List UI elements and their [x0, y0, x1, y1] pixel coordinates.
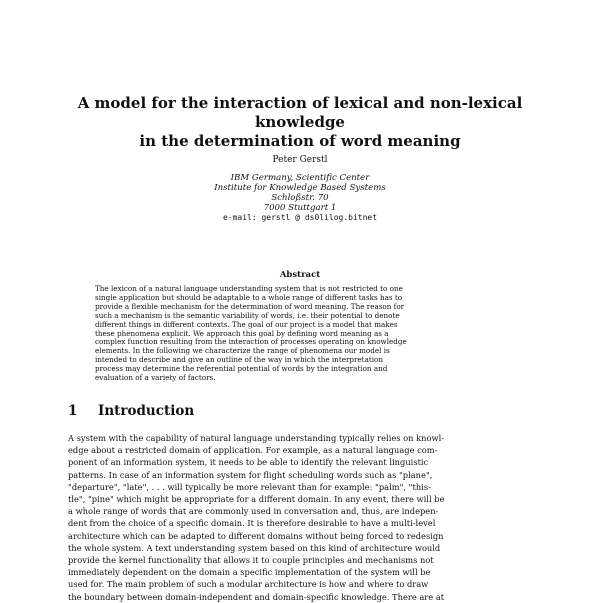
- section-heading: [68, 403, 194, 419]
- abstract-line: such a mechanism is the semantic variability of words, i.e. their potential to denote: [95, 311, 400, 320]
- abstract-line: elements. In the following we characterize the range of phenomena our model is: [95, 347, 390, 356]
- section-title: Introduction: [98, 403, 195, 419]
- abstract-line: process may determine the referential potential of words by the integration and: [95, 365, 388, 374]
- title-line: A model for the interaction of lexical and non-lexical: [77, 94, 523, 112]
- title-line: knowledge: [255, 113, 345, 131]
- body-line: edge about a restricted domain of application. For example, as a natural language com-: [68, 445, 438, 456]
- author-email: e-mail: gerstl @ ds0lilog.bitnet: [222, 213, 378, 222]
- body-line: tle", "pine" which might be appropriate for a different domain. In any event, there will be: [68, 494, 445, 505]
- affiliation-line: IBM Germany, Scientific Center: [230, 173, 370, 183]
- abstract-line: different things in different contexts. The goal of our project is a model that makes: [95, 320, 398, 329]
- title-line: in the determination of word meaning: [139, 132, 461, 150]
- body-line: provide the kernel functionality that allows it to couple principles and mechanisms not: [68, 555, 434, 566]
- body-line: A system with the capability of natural language understanding typically relies on knowl-: [68, 433, 445, 443]
- paper-title: [40, 94, 560, 151]
- author-name: Peter Gerstl: [272, 155, 328, 165]
- body-line: ponent of an information system, it needs to be able to identify the relevant linguistic: [68, 457, 429, 468]
- body-line: "departure", "late", . . . will typically be more relevant than for example: "palm", "this-: [68, 481, 431, 492]
- body-line: the whole system. A text understanding system based on this kind of architecture would: [68, 542, 441, 553]
- affiliation-line: Schloßstr. 70: [271, 193, 329, 203]
- affiliation-line: 7000 Stuttgart 1: [263, 203, 337, 213]
- abstract-line: single application but should be adaptable to a whole range of different tasks has to: [95, 293, 403, 302]
- abstract-line: provide a flexible mechanism for the determination of word meaning. The reason for: [95, 302, 405, 311]
- abstract-line: evaluation of a variety of factors.: [95, 374, 216, 383]
- abstract-line: The lexicon of a natural language understanding system that is not restricted to one: [95, 285, 403, 293]
- abstract-body: [95, 285, 510, 383]
- affiliation-line: Institute for Knowledge Based Systems: [214, 183, 386, 193]
- body-line: immediately dependent on the domain a specific implementation of the system will be: [68, 567, 431, 578]
- author-affiliation: [0, 173, 600, 223]
- abstract-line: intended to describe and give an outline of the way in which the interpretation: [95, 356, 383, 365]
- abstract-line: complex function resulting from the interaction of processes operating on knowledge: [95, 338, 407, 347]
- abstract-line: these phenomena explicit. We approach this goal by defining word meaning as a: [95, 329, 389, 338]
- body-line: a whole range of words that are commonly used in conversation and, thus, are indepen-: [68, 506, 439, 517]
- body-line: architecture which can be adapted to different domains without being forced to redesign: [68, 530, 444, 541]
- section-body: [68, 432, 530, 603]
- body-line: dent from the choice of a specific domain. It is therefore desirable to have a multi-level: [68, 518, 436, 529]
- abstract-heading: Abstract: [279, 270, 321, 280]
- body-line: used for. The main problem of such a modular architecture is how and where to draw: [68, 579, 429, 590]
- body-line: the boundary between domain-independent and domain-specific knowledge. There are at: [68, 591, 445, 602]
- body-line: patterns. In case of an information system for flight scheduling words such as "plane",: [68, 469, 433, 480]
- section-number: 1: [68, 403, 78, 419]
